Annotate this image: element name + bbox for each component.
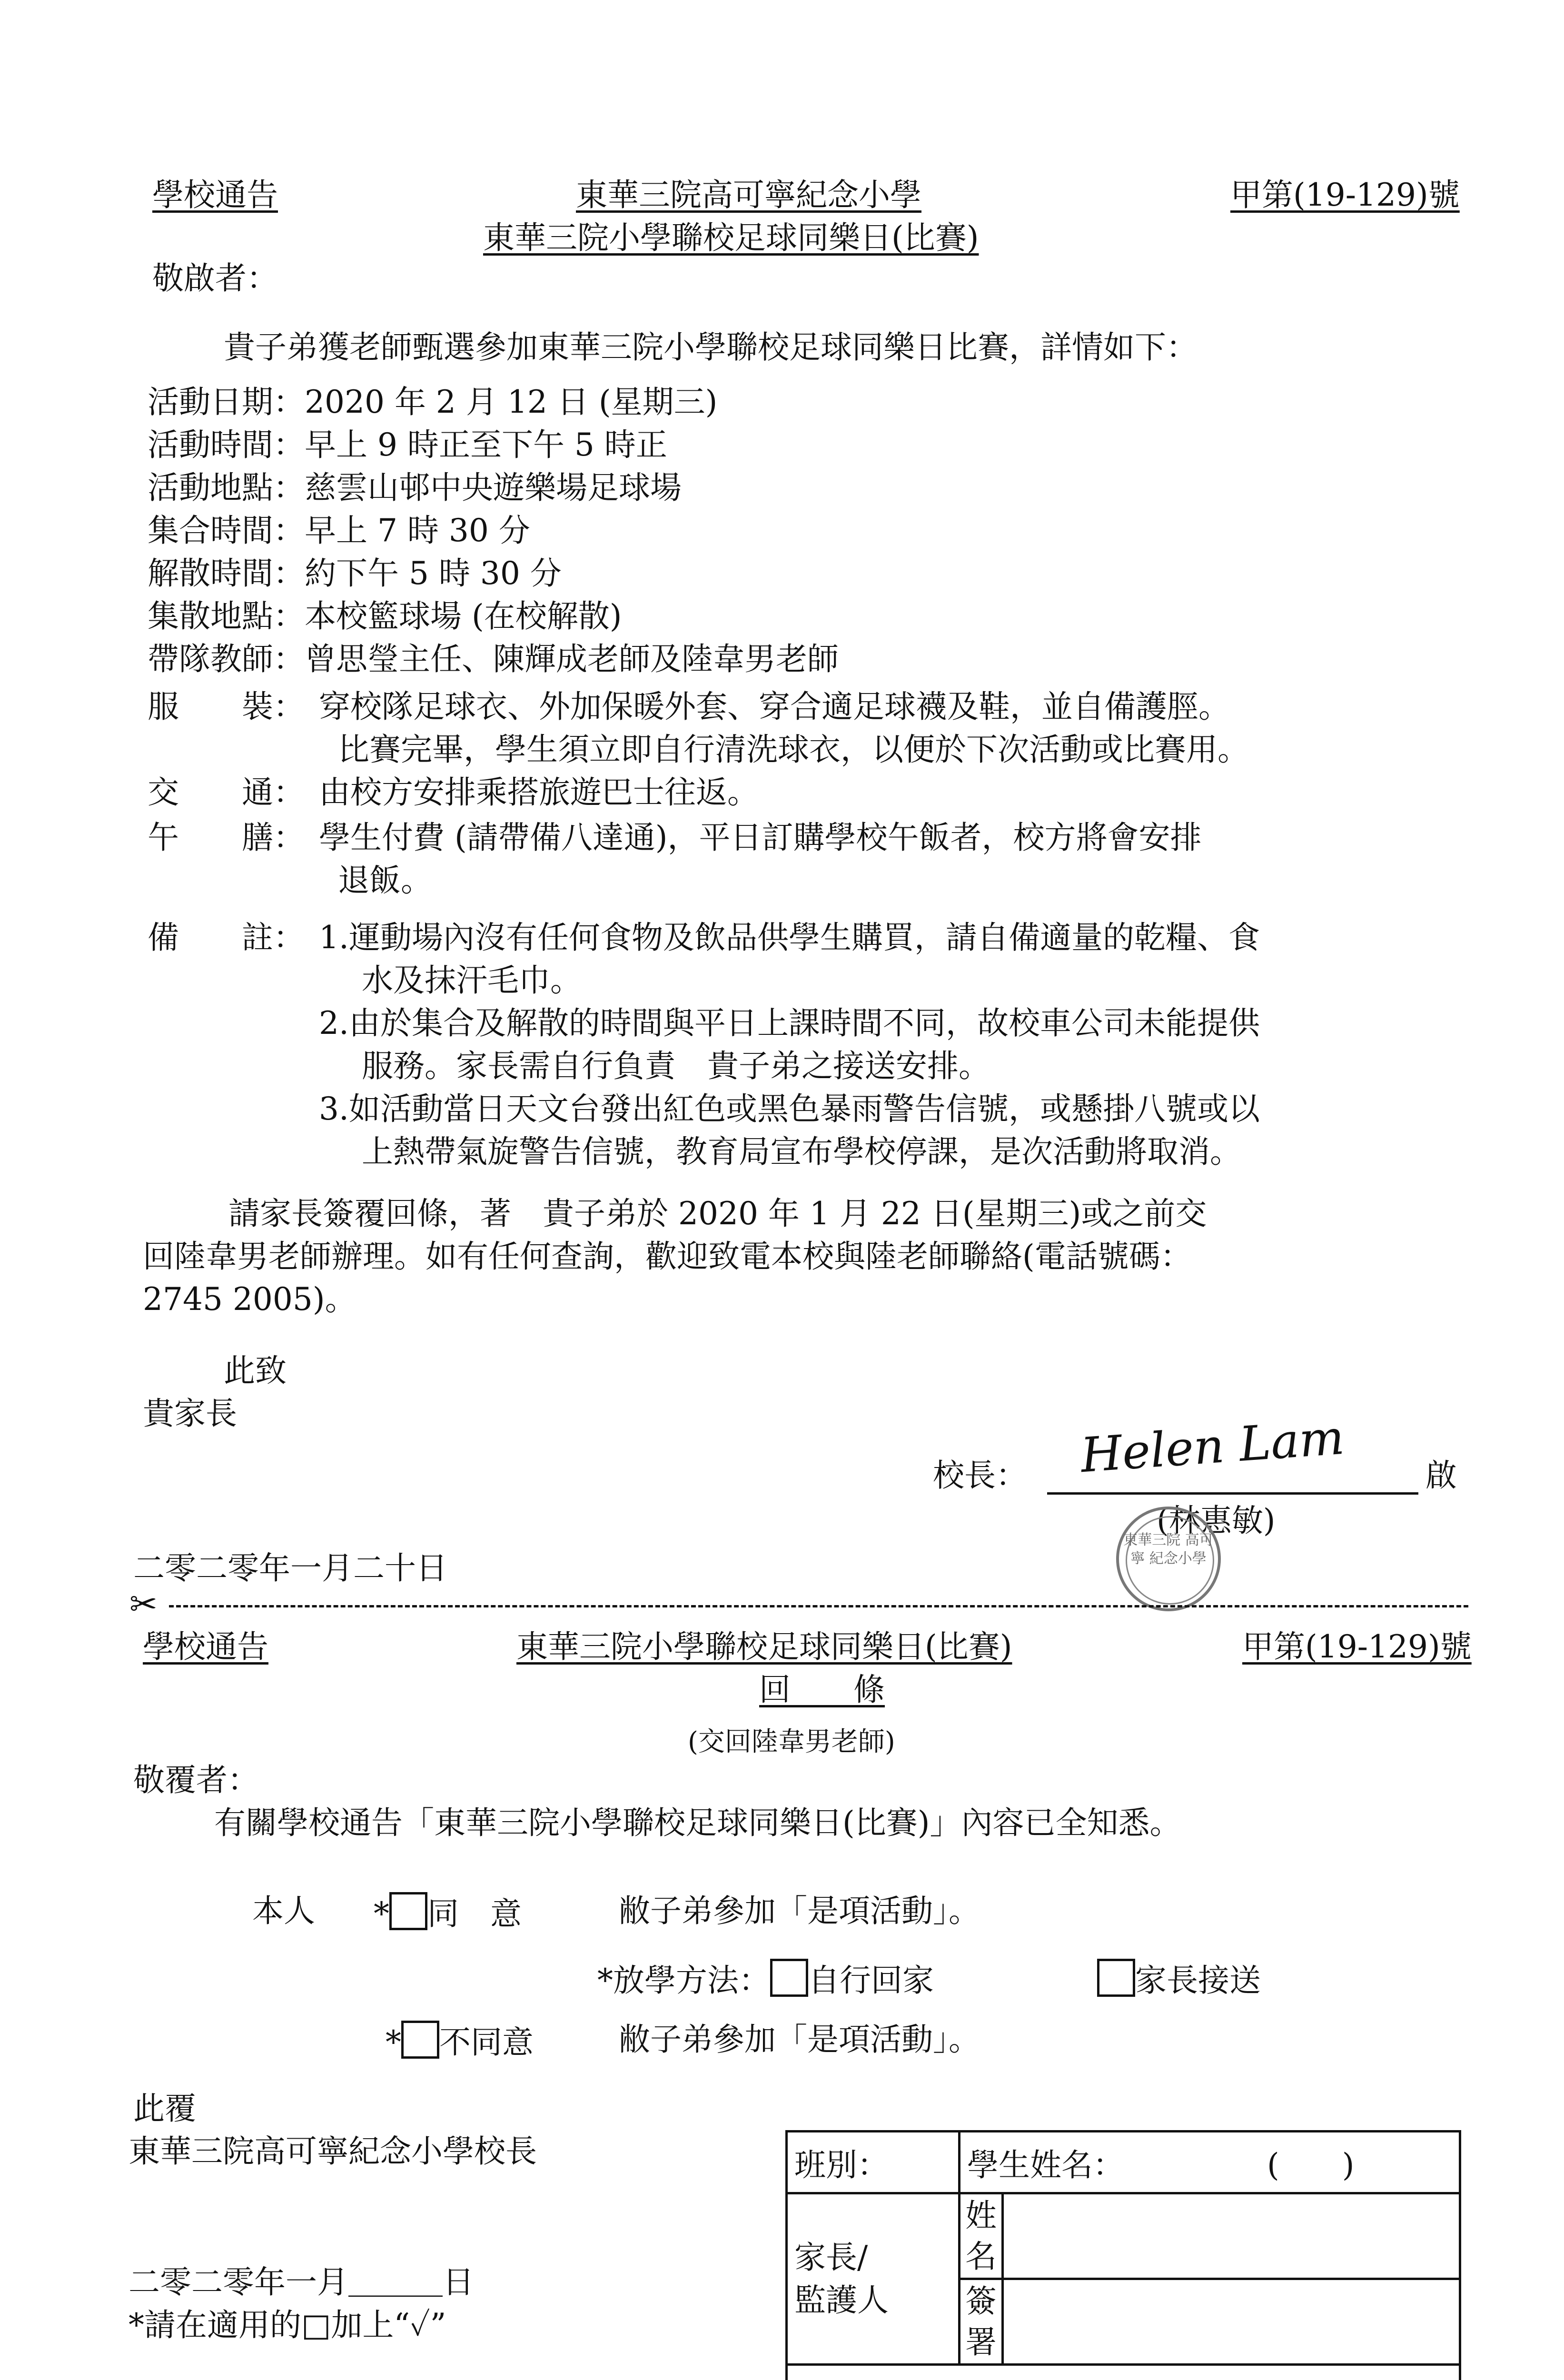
reply-subtitle: (交回陸韋男老師) bbox=[688, 1726, 895, 1757]
required-star: * bbox=[386, 2024, 401, 2061]
guardian-label-cell bbox=[787, 2193, 960, 2365]
transport-text: 由校方安排乘搭旅遊巴士往返。 bbox=[319, 774, 759, 811]
parent-pickup-checkbox[interactable] bbox=[1097, 1959, 1135, 1997]
disagree-option bbox=[386, 2021, 534, 2061]
remark-3-line-2: 上熱帶氣旋警告信號，教育局宣布學校停課，是次活動將取消。 bbox=[362, 1133, 1241, 1170]
detail-value: 約下午 5 時 30 分 bbox=[305, 555, 562, 592]
student-name-cell[interactable] bbox=[960, 2132, 1460, 2193]
student-name-label: 學生姓名： bbox=[967, 2147, 1124, 2183]
reply-title: 回 條 bbox=[759, 1671, 885, 1708]
detail-row-assembly-place bbox=[148, 597, 622, 635]
detail-row-venue bbox=[148, 469, 682, 506]
reply-header-label: 學校通告 bbox=[143, 1628, 268, 1665]
class-label: 班別： bbox=[794, 2147, 889, 2183]
detail-value: 2020 年 2 月 12 日 (星期三) bbox=[305, 384, 718, 420]
detail-value: 慈雲山邨中央遊樂場足球場 bbox=[305, 469, 682, 506]
disagree-text: 敝子弟參加「是項活動」。 bbox=[619, 2021, 980, 2058]
class-cell[interactable] bbox=[787, 2132, 960, 2193]
ben-ren-label: 本人 bbox=[252, 1893, 315, 1929]
self-return-checkbox[interactable] bbox=[770, 1959, 808, 1997]
required-star: * bbox=[374, 1895, 389, 1932]
agree-label: 同 意 bbox=[427, 1895, 522, 1932]
remark-3-line-1: 3.如活動當日天文台發出紅色或黑色暴雨警告信號，或懸掛八號或以 bbox=[319, 1091, 1260, 1127]
guardian-signature-field[interactable] bbox=[1003, 2279, 1460, 2365]
reply-notice-number: 甲第(19-129)號 bbox=[1242, 1628, 1472, 1665]
name-label-1: 姓 bbox=[965, 2197, 997, 2234]
reply-event-title: 東華三院小學聯校足球同樂日(比賽) bbox=[516, 1628, 1012, 1665]
notice-number: 甲第(19-129)號 bbox=[1230, 177, 1460, 213]
reply-salutation: 敬覆者： bbox=[133, 1762, 259, 1798]
student-number-paren: ( ) bbox=[1267, 2147, 1355, 2183]
detail-row-teachers bbox=[148, 640, 839, 678]
remark-1-line-1: 1.運動場內沒有任何食物及飲品供學生購買，請自備適量的乾糧、食 bbox=[319, 919, 1260, 956]
principal-label: 校長： bbox=[933, 1457, 1027, 1494]
detail-label: 集散地點： bbox=[148, 598, 305, 635]
sign-label-1: 簽 bbox=[965, 2282, 997, 2320]
detail-label: 活動日期： bbox=[148, 384, 305, 420]
remark-2-line-1: 2.由於集合及解散的時間與平日上課時間不同，故校車公司未能提供 bbox=[319, 1005, 1260, 1041]
detail-value: 早上 7 時 30 分 bbox=[305, 512, 530, 549]
cut-line bbox=[169, 1605, 1468, 1607]
dismissal-method-label: *放學方法： bbox=[597, 1962, 770, 1999]
parent-pickup-label: 家長接送 bbox=[1135, 1962, 1261, 1999]
self-return-label: 自行回家 bbox=[808, 1962, 934, 1999]
notice-header-label: 學校通告 bbox=[152, 177, 278, 213]
guardian-label-line-1: 家長/ bbox=[794, 2239, 868, 2276]
detail-label: 活動時間： bbox=[148, 426, 305, 463]
school-stamp bbox=[1116, 1507, 1221, 1611]
guardian-label-line-2: 監護人 bbox=[794, 2281, 889, 2319]
name-label-2: 名 bbox=[965, 2238, 997, 2275]
guardian-name-field[interactable] bbox=[1003, 2193, 1460, 2279]
event-title: 東華三院小學聯校足球同樂日(比賽) bbox=[483, 219, 979, 256]
disagree-checkbox[interactable] bbox=[401, 2021, 439, 2059]
stamp-text: 東華三院 高可寧 紀念小學 bbox=[1123, 1532, 1214, 1567]
detail-value: 本校籃球場 (在校解散) bbox=[305, 598, 622, 635]
emergency-phone-cell[interactable] bbox=[787, 2365, 1460, 2380]
lunch-line-1: 學生付費 (請帶備八達通)，平日訂購學校午飯者，校方將會安排 bbox=[319, 819, 1202, 856]
detail-row-time bbox=[148, 426, 667, 464]
signature-line bbox=[1047, 1492, 1418, 1495]
principal-signature: Helen Lam bbox=[1079, 1409, 1346, 1484]
detail-row-assembly-time bbox=[148, 512, 530, 549]
detail-value: 曾思瑩主任、陳輝成老師及陸韋男老師 bbox=[305, 641, 839, 677]
remark-2-line-2: 服務。家長需自行負責 貴子弟之接送安排。 bbox=[362, 1048, 990, 1084]
closing-line-2: 回陸韋男老師辦理。如有任何查詢，歡迎致電本校與陸老師聯絡(電話號碼： bbox=[143, 1238, 1192, 1275]
principal-suffix: 啟 bbox=[1425, 1457, 1457, 1494]
sign-label-cell bbox=[960, 2279, 1003, 2365]
dismissal-method bbox=[597, 1959, 934, 1999]
scissors-icon: ✂ bbox=[129, 1585, 158, 1624]
remark-1-line-2: 水及抹汗毛巾。 bbox=[362, 962, 582, 999]
reply-info-table bbox=[785, 2130, 1461, 2380]
attire-line-2: 比賽完畢，學生須立即自行清洗球衣，以便於下次活動或比賽用。 bbox=[338, 731, 1249, 768]
transport-label: 交 通： bbox=[148, 774, 305, 811]
addressee: 貴家長 bbox=[143, 1395, 237, 1432]
sign-label-2: 署 bbox=[965, 2323, 997, 2360]
detail-label: 集合時間： bbox=[148, 512, 305, 549]
salutation: 敬啟者： bbox=[152, 260, 278, 297]
remarks-label: 備 註： bbox=[148, 919, 305, 956]
reply-date: 二零二零年一月＿＿＿日 bbox=[129, 2264, 474, 2301]
lunch-label: 午 膳： bbox=[148, 819, 305, 856]
ci-zhi: 此致 bbox=[224, 1352, 287, 1389]
detail-label: 帶隊教師： bbox=[148, 641, 305, 677]
school-name: 東華三院高可寧紀念小學 bbox=[576, 177, 921, 213]
detail-value: 早上 9 時正至下午 5 時正 bbox=[305, 426, 667, 463]
acknowledgement: 有關學校通告「東華三院小學聯校足球同樂日(比賽)」內容已全知悉。 bbox=[214, 1805, 1181, 1841]
lunch-line-2: 退飯。 bbox=[338, 862, 432, 899]
detail-row-date bbox=[148, 383, 717, 421]
detail-label: 解散時間： bbox=[148, 555, 305, 592]
detail-label: 活動地點： bbox=[148, 469, 305, 506]
closing-line-3: 2745 2005)。 bbox=[143, 1281, 356, 1318]
tick-instruction: *請在適用的□加上“✓” bbox=[129, 2307, 446, 2343]
detail-row-dismissal-time bbox=[148, 555, 562, 592]
attire-line-1: 穿校隊足球衣、外加保暖外套、穿合適足球襪及鞋，並自備護脛。 bbox=[319, 688, 1230, 725]
agree-checkbox[interactable] bbox=[389, 1892, 427, 1930]
notice-date: 二零二零年一月二十日 bbox=[133, 1550, 447, 1587]
closing-line-1: 請家長簽覆回條，著 貴子弟於 2020 年 1 月 22 日(星期三)或之前交 bbox=[228, 1195, 1207, 1232]
disagree-label: 不同意 bbox=[439, 2024, 534, 2061]
to-principal: 東華三院高可寧紀念小學校長 bbox=[129, 2133, 537, 2170]
parent-pickup-option bbox=[1097, 1959, 1261, 1999]
name-label-cell bbox=[960, 2193, 1003, 2279]
intro-paragraph: 貴子弟獲老師甄選參加東華三院小學聯校足球同樂日比賽，詳情如下： bbox=[224, 329, 1198, 366]
agree-option bbox=[374, 1892, 522, 1933]
principal-name: (林惠敏) bbox=[1157, 1502, 1276, 1539]
agree-text: 敝子弟參加「是項活動」。 bbox=[619, 1893, 980, 1929]
attire-label: 服 裝： bbox=[148, 688, 305, 725]
ci-fu: 此覆 bbox=[133, 2090, 196, 2127]
